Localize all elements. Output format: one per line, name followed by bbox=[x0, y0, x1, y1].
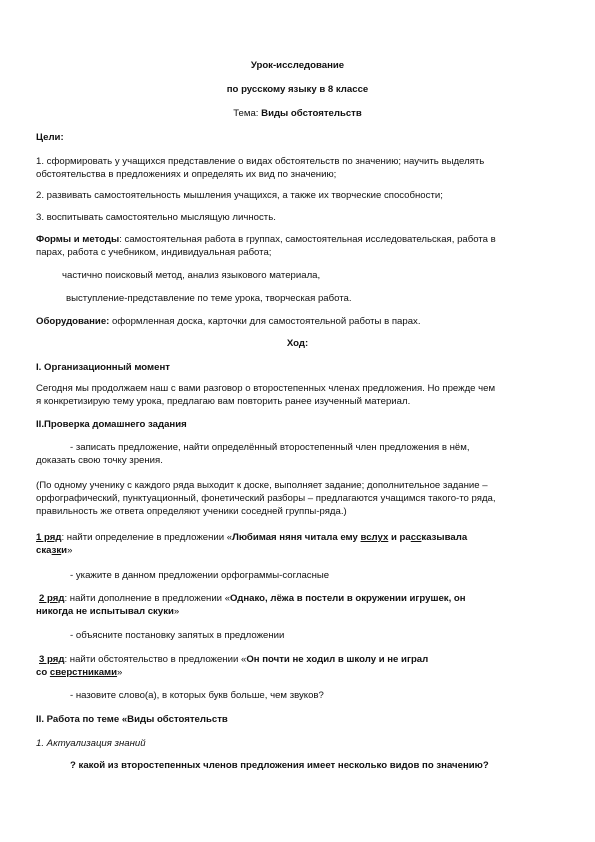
row-2-label: 2 ряд bbox=[39, 593, 65, 604]
row-3-task: - назовите слово(а), в которых букв больше, чем звуков? bbox=[70, 690, 324, 701]
equipment-label: Оборудование: bbox=[36, 316, 110, 327]
section-3-item-1: 1. Актуализация знаний bbox=[36, 738, 146, 749]
row-2-sentence-line-1: Однако, лёжа в постели в окружении игрушек, он bbox=[230, 593, 466, 604]
row-1-line-1 bbox=[36, 531, 467, 544]
row-2-quote-close: » bbox=[173, 606, 180, 617]
doc-subtitle: по русскому языку в 8 классе bbox=[226, 84, 369, 95]
doc-title: Урок-исследование bbox=[250, 60, 345, 71]
equipment-text: оформленная доска, карточки для самостоятельной работы в парах. bbox=[109, 316, 421, 327]
row-1-label: 1 ряд bbox=[36, 532, 62, 543]
row-1-line-2 bbox=[36, 544, 72, 557]
forms-line-4: выступление-представление по теме урока, творческая работа. bbox=[66, 293, 352, 304]
section-2-note-line-1: (По одному ученику с каждого ряда выходит к доске, выполняет задание; дополнительное задание – bbox=[36, 480, 488, 491]
goals-heading: Цели: bbox=[36, 132, 64, 143]
section-1-line-2: я конкретизирую тему урока, предлагаю вам повторить ранее изученный материал. bbox=[36, 396, 411, 407]
course-heading: Ход: bbox=[286, 338, 309, 349]
goal-1-line-2: обстоятельства в предложениях и определять их вид по значению; bbox=[36, 169, 337, 180]
row-1-task: - укажите в данном предложении орфограммы-согласные bbox=[70, 570, 330, 581]
section-3-question: ? какой из второстепенных членов предложения имеет несколько видов по значению? bbox=[70, 760, 489, 771]
row-3-label: 3 ряд bbox=[39, 654, 65, 665]
section-2-heading: II.Проверка домашнего задания bbox=[36, 419, 187, 430]
row-3-sentence-prefix: со bbox=[36, 667, 50, 678]
row-1-sentence-part-d: сс bbox=[410, 532, 422, 543]
row-1-sentence-part-g: зк bbox=[51, 545, 62, 556]
goal-1-line-1: 1. сформировать у учащихся представление о видах обстоятельств по значению; научить выделять bbox=[36, 156, 485, 167]
section-1-line-1: Сегодня мы продолжаем наш с вами разговор о второстепенных членах предложения. Но прежде чем bbox=[36, 383, 496, 394]
goal-2: 2. развивать самостоятельность мышления учащихся, а также их творческие способности; bbox=[36, 190, 443, 201]
forms-text: : самостоятельная работа в группах, самостоятельная исследовательская, работа в bbox=[119, 234, 496, 245]
section-2-note-line-2: орфографический, пунктуационный, фонетический разборы – предлагаются учащимся такого-то ряда, bbox=[36, 493, 496, 504]
row-1-sentence-part-b: вслух bbox=[360, 532, 389, 543]
row-3-sentence-line-1: Он почти не ходил в школу и не играл bbox=[246, 654, 429, 665]
row-1-sentence-part-h: и bbox=[61, 545, 68, 556]
row-2-instruction: : найти дополнение в предложении « bbox=[64, 593, 231, 604]
forms-label: Формы и методы bbox=[36, 234, 120, 245]
forms-line-2: парах, работа с учебником, индивидуальная работа; bbox=[36, 247, 272, 258]
row-1-sentence-part-e: казывала bbox=[421, 532, 468, 543]
row-1-sentence-part-f: ска bbox=[36, 545, 52, 556]
row-1-quote-close: » bbox=[67, 545, 73, 556]
row-3-quote-close: » bbox=[117, 667, 123, 678]
row-2-line-2 bbox=[36, 605, 179, 618]
topic-value: Виды обстоятельств bbox=[261, 108, 362, 119]
section-2-task-line-1: - записать предложение, найти определённый второстепенный член предложения в нём, bbox=[70, 442, 470, 453]
goal-3: 3. воспитывать самостоятельно мыслящую личность. bbox=[36, 212, 276, 223]
row-3-line-2 bbox=[36, 666, 122, 679]
section-2-task-line-2: доказать свою точку зрения. bbox=[36, 455, 163, 466]
section-1-heading: I. Организационный момент bbox=[36, 362, 170, 373]
forms-line-3: частично поисковый метод, анализ языкового материала, bbox=[62, 270, 321, 281]
doc-topic bbox=[0, 107, 595, 120]
row-2-sentence-line-2: никогда не испытывал скуки bbox=[36, 606, 174, 617]
row-3-line-1 bbox=[39, 653, 428, 666]
section-2-note-line-3: правильность же ответа определяют ученики соседней группы-ряда.) bbox=[36, 506, 347, 517]
row-3-sentence-word: сверстниками bbox=[49, 667, 118, 678]
forms-line-1 bbox=[36, 233, 496, 246]
equipment-line bbox=[36, 315, 421, 328]
row-1-sentence-part-c: и ра bbox=[388, 532, 411, 543]
row-3-instruction: : найти обстоятельство в предложении « bbox=[64, 654, 247, 665]
row-2-line-1 bbox=[39, 592, 466, 605]
row-2-task: - объясните постановку запятых в предложении bbox=[70, 630, 285, 641]
row-1-instruction: : найти определение в предложении « bbox=[61, 532, 233, 543]
section-3-heading: II. Работа по теме «Виды обстоятельств bbox=[36, 714, 228, 725]
row-1-sentence-part-a: Любимая няня читала ему bbox=[232, 532, 361, 543]
topic-label: Тема: bbox=[233, 108, 262, 119]
